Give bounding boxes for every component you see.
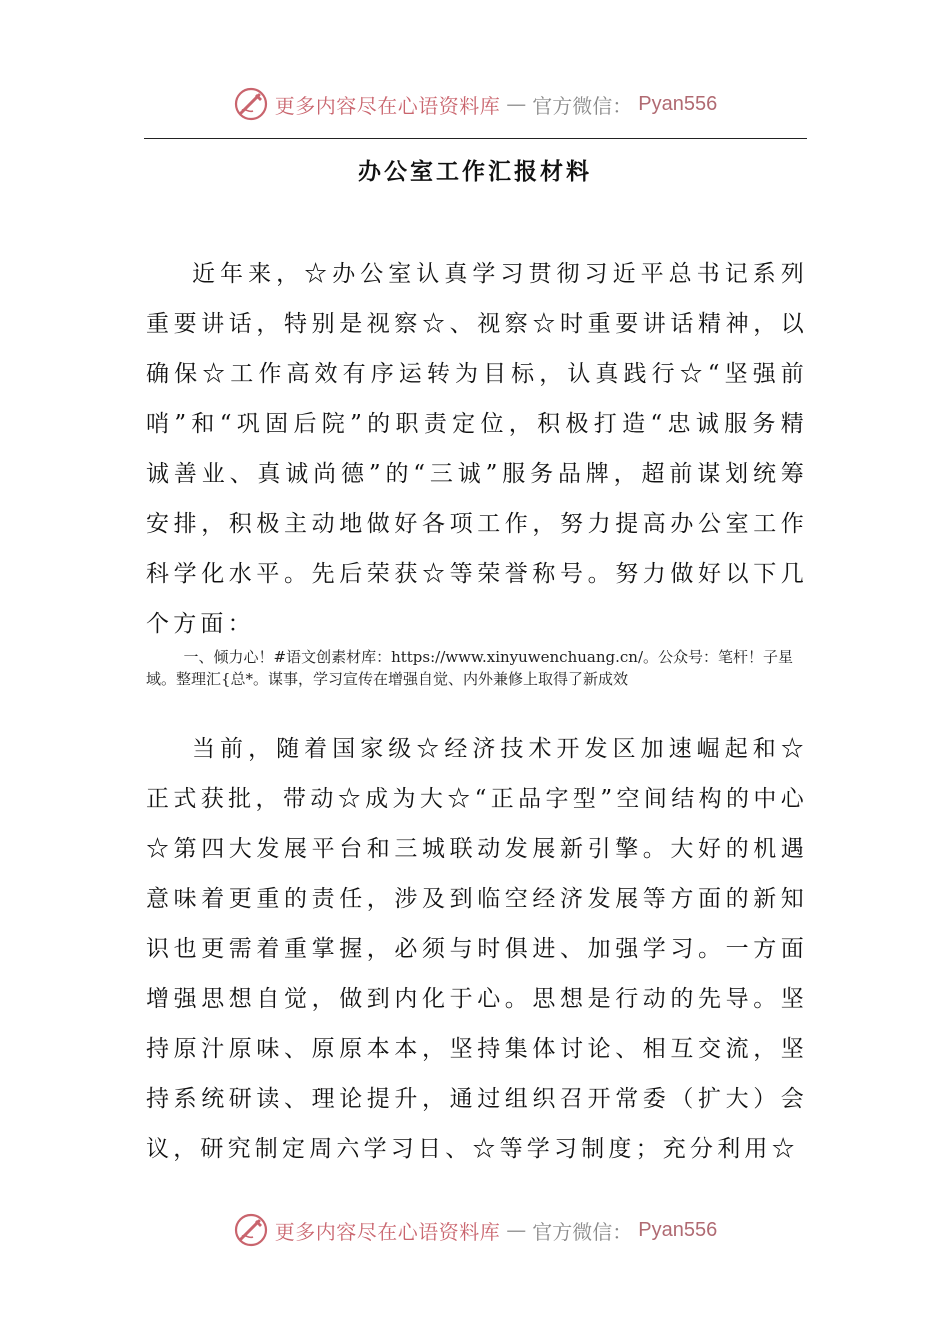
- watermark-official-label: 官方微信：: [532, 93, 633, 118]
- watermark-official-label: 官方微信：: [532, 1219, 633, 1244]
- header-rule: [144, 138, 807, 139]
- page-title: 办公室工作汇报材料: [358, 159, 592, 185]
- footer-watermark: [0, 1208, 950, 1252]
- body-paragraph-1: 近年来，☆办公室认真学习贯彻习近平总书记系列重要讲话，特别是视察☆、视察☆时重要讲话精神，以确保☆工作高效有序运转为目标，认真践行☆“坚强前哨”和“巩固后院”的职责定位，积极打造“忠诚服务精诚善业、真诚尚德”的“三诚”服务品牌，超前谋划统筹安排，积极主动地做好各项工作，努力提高办公室工作科学化水平。先后荣获☆等荣誉称号。努力做好以下几个方面：: [146, 261, 808, 637]
- body-paragraph-2: 当前，随着国家级☆经济技术开发区加速崛起和☆正式获批，带动☆成为大☆“正品字型”空间结构的中心☆第四大发展平台和三城联动发展新引擎。大好的机遇意味着更重的责任，涉及到临空经济发展等方面的新知识也更需着重掌握，必须与时俱进、加强学习。一方面增强思想自觉，做到内化于心。思想是行动的先导。坚持原汁原味、原原本本，坚持集体讨论、相互交流，坚持系统研读、理论提升，通过组织召开常委（扩大）会议，研究制定周六学习日、☆等学习制度；充分利用☆: [146, 736, 808, 1162]
- watermark-separator: —: [506, 1218, 527, 1242]
- watermark-text: 更多内容尽在心语资料库: [274, 93, 501, 118]
- section-heading: 一、倾力心！#语文创素材库：https://www.xinyuwenchuang.cn/。公众号：笔杆！子星域。整理汇{总*。谋事，学习宣传在增强自觉、内外兼修上取得了新成效: [146, 648, 793, 688]
- pen-logo-icon: [233, 1212, 269, 1248]
- watermark-text: 更多内容尽在心语资料库: [274, 1219, 501, 1244]
- header-watermark: [0, 82, 950, 126]
- watermark-wechat-id: Pyan556: [638, 92, 718, 115]
- watermark-wechat-id: Pyan556: [638, 1218, 718, 1241]
- watermark-separator: —: [506, 92, 527, 116]
- pen-logo-icon: [233, 86, 269, 122]
